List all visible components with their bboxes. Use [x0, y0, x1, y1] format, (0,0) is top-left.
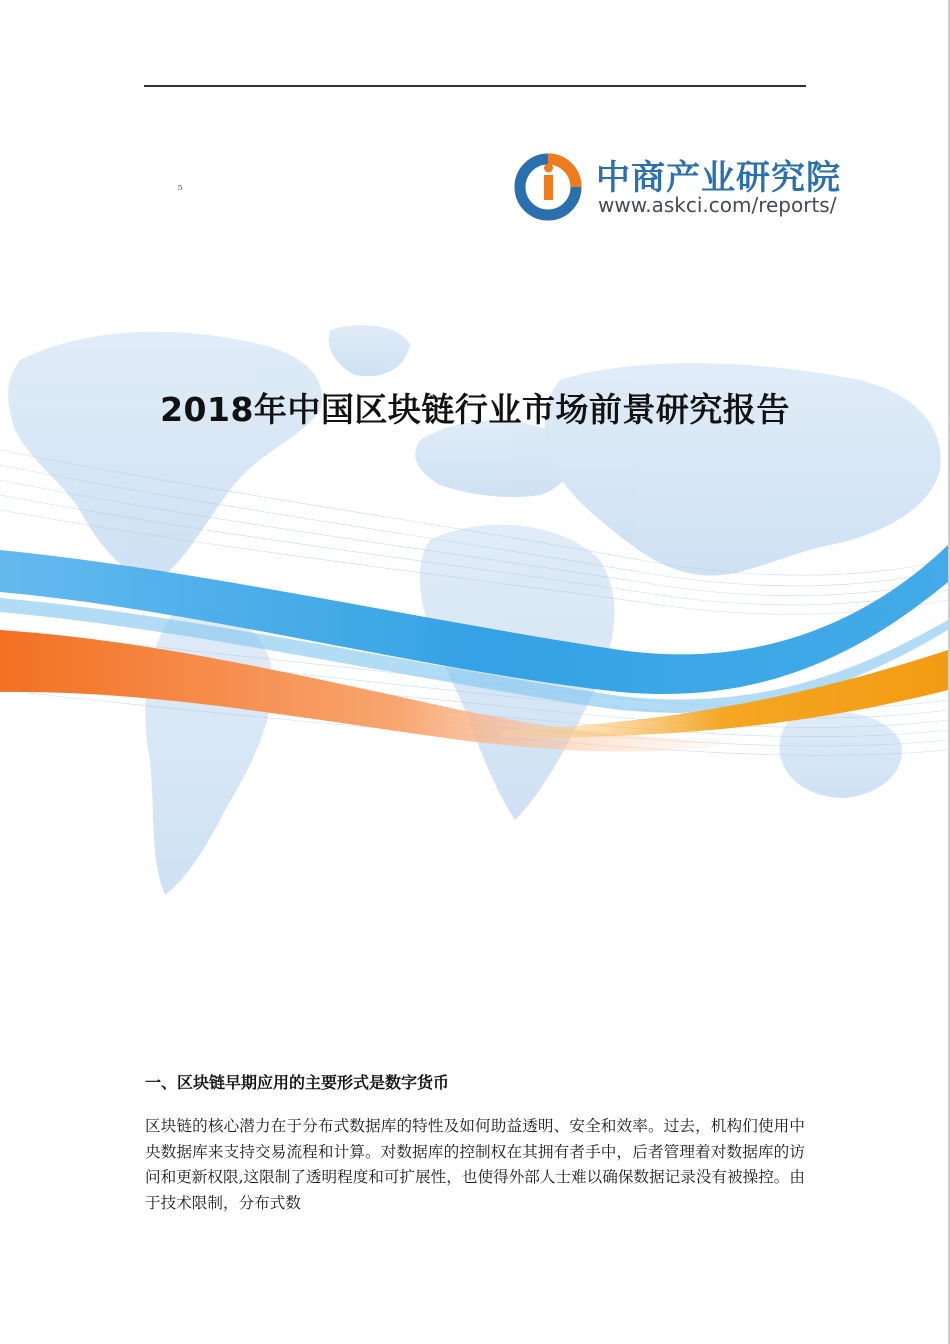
publisher-logo: [514, 150, 854, 222]
header-mark: ₅: [178, 180, 183, 193]
publisher-name: 中商产业研究院: [596, 158, 841, 198]
document-title: 2018年中国区块链行业市场前景研究报告: [160, 390, 790, 429]
publisher-url: www.askci.com/reports/: [598, 193, 837, 217]
body-paragraph: 区块链的核心潜力在于分布式数据库的特性及如何助益透明、安全和效率。过去，机构们使用中央数据库来支持交易流程和计算。对数据库的控制权在其拥有者手中，后者管理着对数据库的访问和更新权限,这限制了透明程度和可扩展性，也使得外部人士难以确保数据记录没有被操控。由于技术限制，分布式数: [145, 1117, 805, 1212]
header-rule: [144, 85, 806, 87]
publisher-logo-icon: [514, 153, 582, 221]
section-heading: 一、区块链早期应用的主要形式是数字货币: [145, 1073, 450, 1092]
